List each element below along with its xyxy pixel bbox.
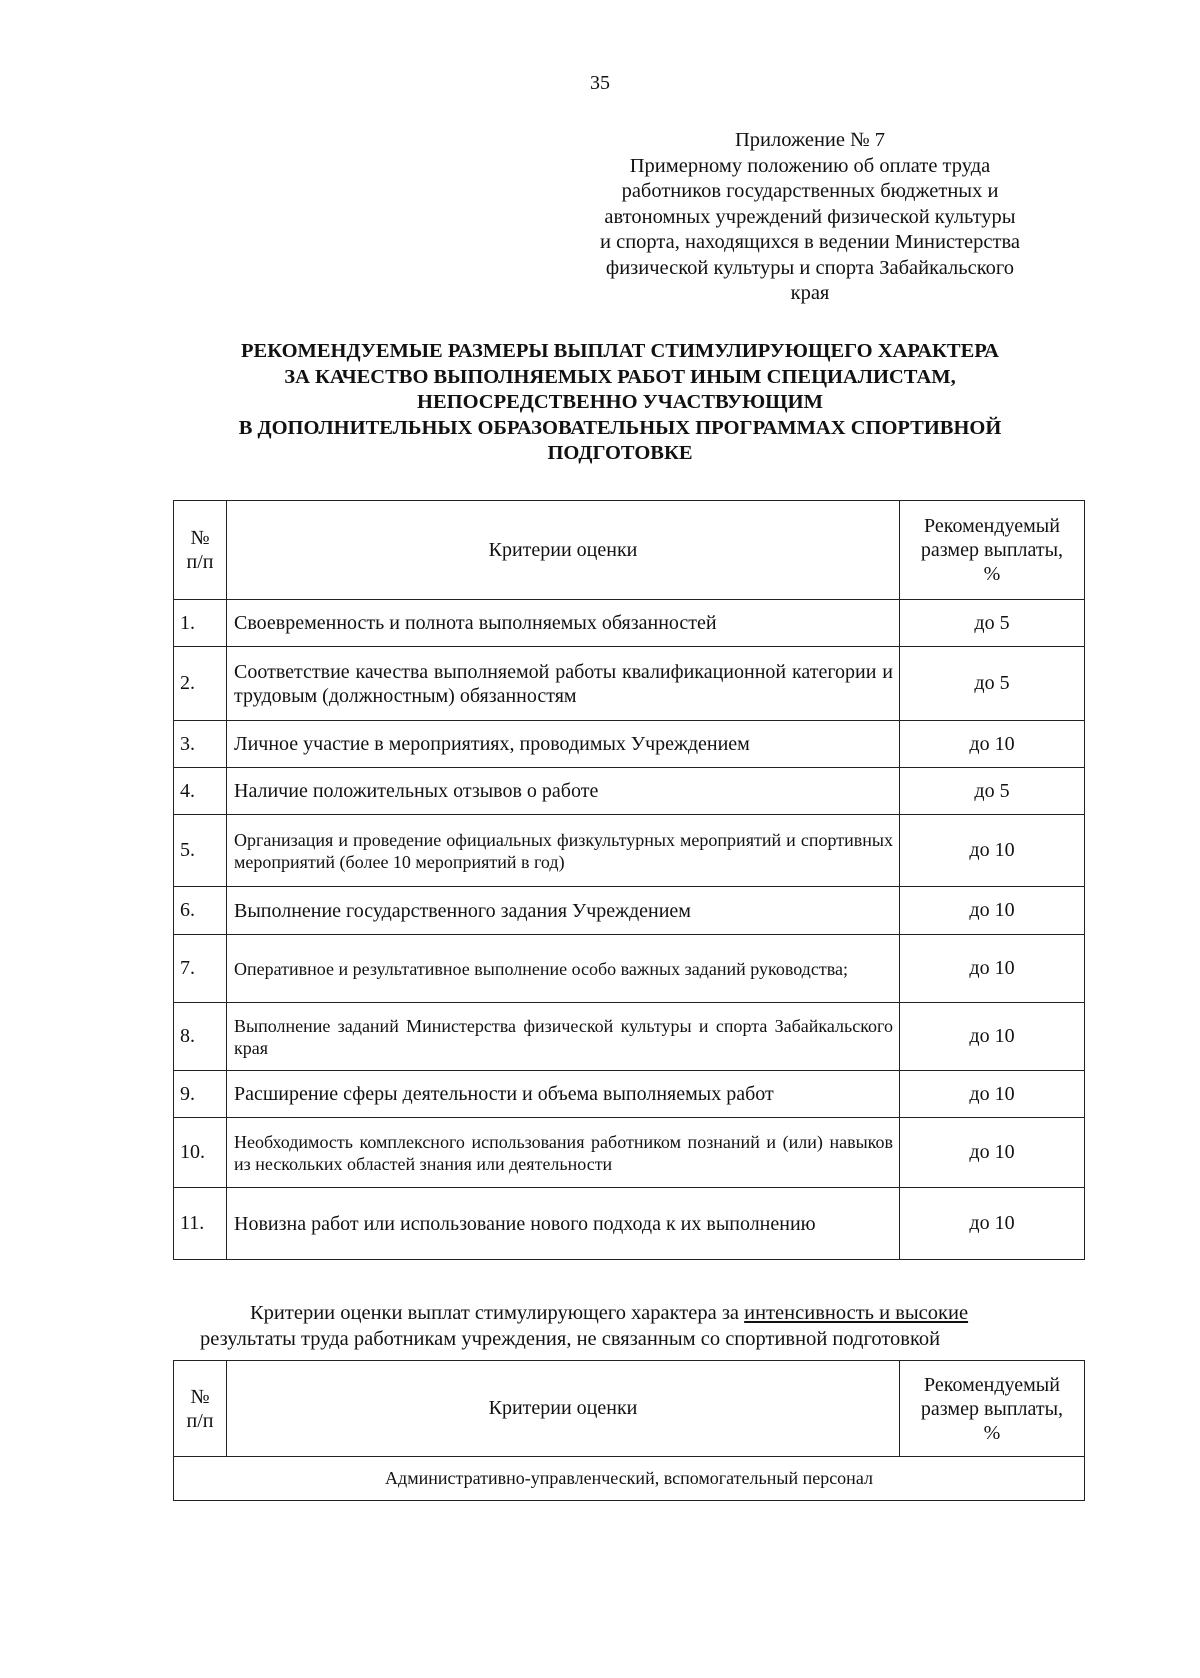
title-line: ЗА КАЧЕСТВО ВЫПОЛНЯЕМЫХ РАБОТ ИНЫМ СПЕЦИАЛИСТАМ, [284, 365, 956, 388]
row-value: до 10 [900, 935, 1085, 1003]
row-criterion: Организация и проведение официальных физкультурных мероприятий и спортивных мероприятий (более 10 мероприятий в год) [227, 815, 900, 887]
caption-underlined: интенсивность и высокие [744, 1302, 969, 1324]
row-number: 5. [174, 815, 227, 887]
table-row [174, 887, 1085, 935]
header-value-line: Рекомендуемый [924, 1373, 1060, 1396]
appendix-line: Приложение № 7 [734, 129, 886, 151]
row-criterion: Личное участие в мероприятиях, проводимых Учреждением [227, 721, 900, 768]
row-number: 2. [174, 647, 227, 721]
header-value-line: размер выплаты, [920, 1397, 1064, 1420]
header-number [174, 501, 227, 600]
appendix-line: работников государственных бюджетных и [621, 180, 999, 202]
table-row [174, 1071, 1085, 1118]
row-criterion: Соответствие качества выполняемой работы квалификационной категории и трудовым (должностным) обязанностям [227, 647, 900, 721]
header-value [900, 501, 1085, 600]
document-title [140, 339, 1100, 467]
row-criterion: Наличие положительных отзывов о работе [227, 768, 900, 815]
header-criteria: Критерии оценки [227, 501, 900, 600]
row-number: 7. [174, 935, 227, 1003]
row-value: до 5 [900, 647, 1085, 721]
row-number: 1. [174, 600, 227, 647]
appendix-line: и спорта, находящихся в ведении Министерства [600, 231, 1020, 253]
row-value: до 10 [900, 721, 1085, 768]
title-line: РЕКОМЕНДУЕМЫЕ РАЗМЕРЫ ВЫПЛАТ СТИМУЛИРУЮЩЕГО ХАРАКТЕРА [241, 340, 999, 362]
row-criterion: Новизна работ или использование нового подхода к их выполнению [227, 1188, 900, 1260]
header-value-line: Рекомендуемый [924, 515, 1060, 537]
header-value [900, 1361, 1085, 1457]
table-row [174, 1003, 1085, 1071]
row-number: 10. [174, 1118, 227, 1188]
header-number-line: № [190, 527, 210, 549]
table-row [174, 1188, 1085, 1260]
header-number-line: № [190, 1385, 210, 1408]
appendix-line: Примерному положению об оплате труда [629, 154, 991, 177]
row-number: 3. [174, 721, 227, 768]
second-table-caption [200, 1300, 1080, 1352]
row-criterion: Оперативное и результативное выполнение особо важных заданий руководства; [227, 935, 900, 1003]
table-row [174, 647, 1085, 721]
table-header-row [174, 1361, 1085, 1457]
header-number-line: п/п [186, 1409, 214, 1432]
row-value: до 5 [900, 600, 1085, 647]
table-row [174, 721, 1085, 768]
row-number: 11. [174, 1188, 227, 1260]
title-line: НЕПОСРЕДСТВЕННО УЧАСТВУЮЩИМ [417, 391, 823, 413]
row-criterion: Своевременность и полнота выполняемых обязанностей [227, 600, 900, 647]
header-value-line: % [983, 1421, 1001, 1444]
caption-line-1 [200, 1300, 1080, 1326]
row-value: до 10 [900, 1003, 1085, 1071]
row-value: до 10 [900, 1071, 1085, 1118]
header-value-line: % [983, 563, 1001, 585]
row-value: до 5 [900, 768, 1085, 815]
page-number: 35 [590, 72, 610, 94]
row-value: до 10 [900, 815, 1085, 887]
header-number-line: п/п [186, 551, 214, 573]
appendix-line: физической культуры и спорта Забайкальского [605, 256, 1015, 279]
row-value: до 10 [900, 887, 1085, 935]
table-row [174, 768, 1085, 815]
row-criterion: Необходимость комплексного использования работником познаний и (или) навыков из нескольких областей знания или деятельности [227, 1118, 900, 1188]
row-value: до 10 [900, 1188, 1085, 1260]
table-row [174, 935, 1085, 1003]
criteria-table-special [173, 500, 1085, 1260]
table-row [174, 600, 1085, 647]
row-number: 8. [174, 1003, 227, 1071]
row-number: 9. [174, 1071, 227, 1118]
row-number: 4. [174, 768, 227, 815]
section-row [174, 1457, 1085, 1501]
appendix-line: края [790, 282, 830, 304]
row-criterion: Расширение сферы деятельности и объема выполняемых работ [227, 1071, 900, 1118]
row-value: до 10 [900, 1118, 1085, 1188]
appendix-line: автономных учреждений физической культуры [604, 205, 1016, 228]
caption-line-2: результаты труда работникам учреждения, не связанным со спортивной подготовкой [200, 1328, 941, 1350]
criteria-table-general [173, 1360, 1085, 1501]
row-number: 6. [174, 887, 227, 935]
row-criterion: Выполнение заданий Министерства физической культуры и спорта Забайкальского края [227, 1003, 900, 1071]
row-criterion: Выполнение государственного задания Учреждением [227, 887, 900, 935]
table-row [174, 1118, 1085, 1188]
header-value-line: размер выплаты, [920, 539, 1064, 561]
section-title: Административно-управленческий, вспомогательный персонал [174, 1457, 1085, 1501]
header-number [174, 1361, 227, 1457]
table-header-row [174, 501, 1085, 600]
header-criteria: Критерии оценки [227, 1361, 900, 1457]
title-line: В ДОПОЛНИТЕЛЬНЫХ ОБРАЗОВАТЕЛЬНЫХ ПРОГРАММАХ СПОРТИВНОЙ [238, 416, 1002, 439]
appendix-reference [560, 128, 1060, 307]
caption-text: Критерии оценки выплат стимулирующего характера за [250, 1302, 745, 1324]
title-line: ПОДГОТОВКЕ [547, 442, 693, 464]
table-row [174, 815, 1085, 887]
